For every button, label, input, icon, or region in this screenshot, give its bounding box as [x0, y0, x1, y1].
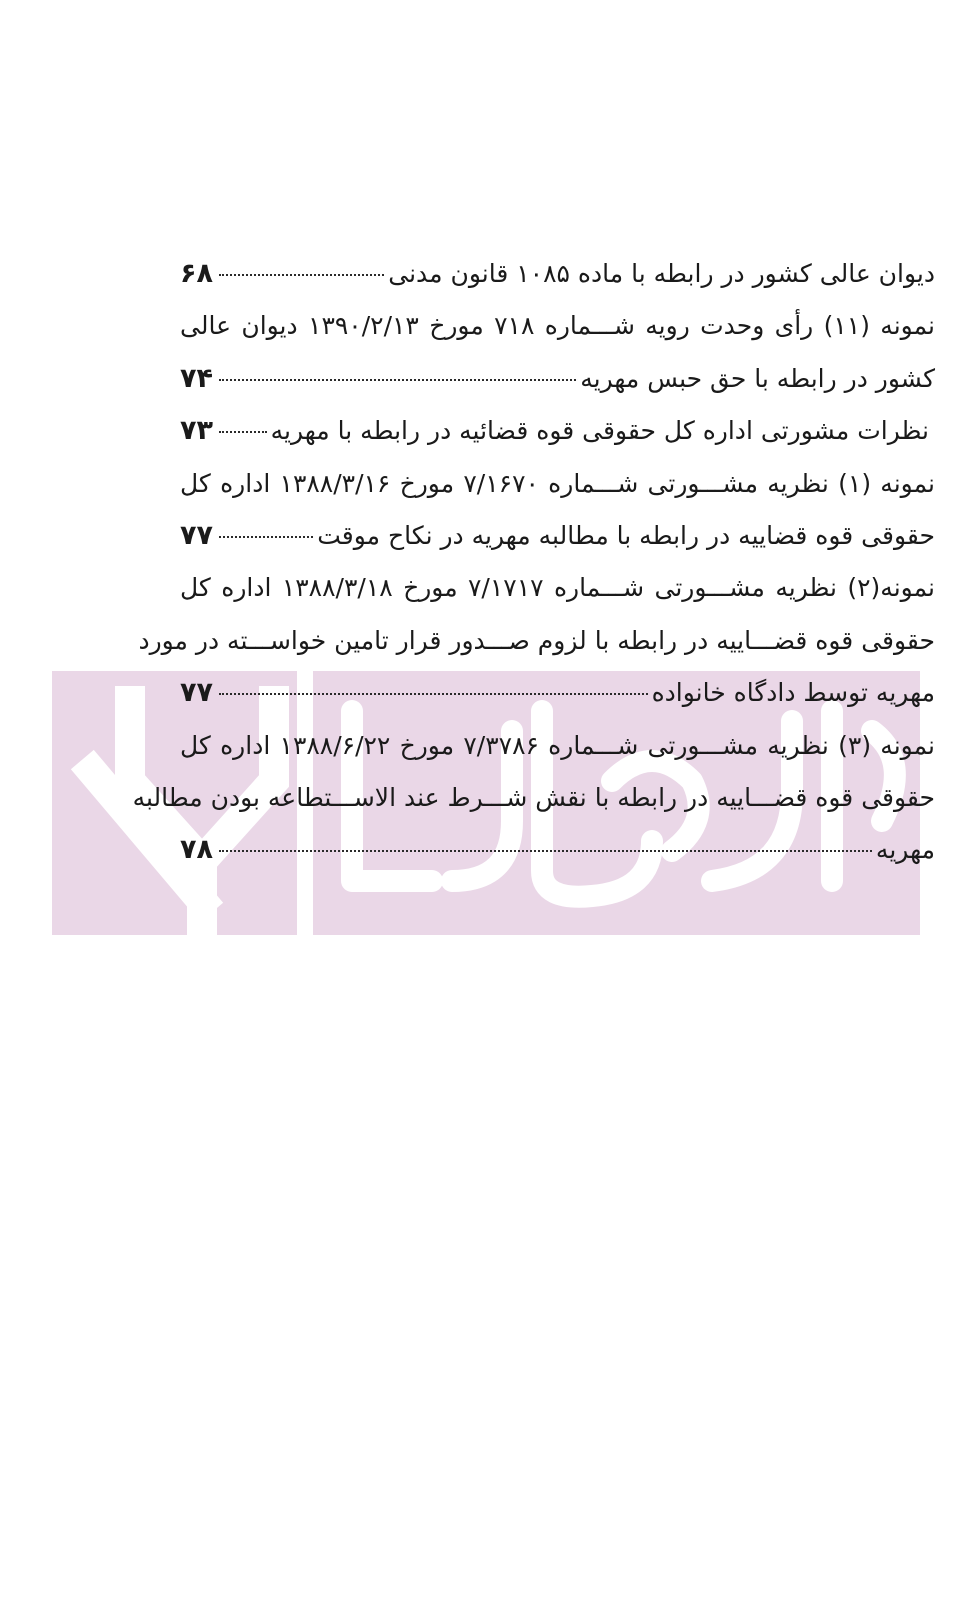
toc-entry-text: کشور در رابطه با حق حبس مهریه [580, 363, 935, 393]
toc-entry-text: نمونه (۱۱) رأی وحدت رویه شـــماره ۷۱۸ مورخ ۱۳۹۰/۲/۱۳ دیوان عالی [180, 311, 935, 341]
toc-line[interactable] [180, 720, 935, 772]
toc-entry-text: مهریه توسط دادگاه خانواده [651, 678, 935, 708]
dot-leader [219, 693, 648, 695]
page-number: ۷۳ [180, 415, 213, 447]
toc-entry-text: حقوقی قوه قضـــاییه در رابطه با لزوم صـــدور قرار تامین خواســـته در مورد [138, 625, 935, 655]
toc-line[interactable] [180, 300, 935, 352]
toc-line[interactable] [180, 458, 935, 510]
toc-entry-text: نمونه(۲) نظریه مشـــورتی شـــماره ۷/۱۷۱۷ مورخ ۱۳۸۸/۳/۱۸ اداره کل [180, 573, 935, 603]
toc-line[interactable] [180, 824, 935, 876]
page-number: ۷۴ [180, 362, 213, 394]
toc-entry-text: نمونه (۱) نظریه مشـــورتی شـــماره ۷/۱۶۷۰ مورخ ۱۳۸۸/۳/۱۶ اداره کل [180, 468, 935, 498]
toc-line[interactable] [180, 405, 935, 457]
dot-leader [219, 850, 872, 852]
toc-line[interactable] [180, 353, 935, 405]
page-number: ۷۷ [180, 519, 213, 551]
dot-leader [219, 379, 576, 381]
toc-line[interactable] [180, 562, 935, 614]
page-number: ۶۸ [180, 258, 213, 289]
dot-leader [219, 536, 313, 538]
page-number: ۷۷ [180, 677, 213, 709]
toc-entry-text: نمونه (۳) نظریه مشـــورتی شـــماره ۷/۳۷۸۶ مورخ ۱۳۸۸/۶/۲۲ اداره کل [180, 730, 935, 760]
toc-entry-text: حقوقی قوه قضاییه در رابطه با مطالبه مهریه در نکاح موقت [317, 520, 935, 550]
toc-section-heading: نظرات مشورتی اداره کل حقوقی قوه قضائیه در رابطه با مهریه [270, 416, 929, 446]
table-of-contents [132, 248, 935, 877]
page-number: ۷۸ [180, 834, 213, 866]
toc-entry-text: دیوان عالی کشور در رابطه با ماده ۱۰۸۵ قانون مدنی [388, 259, 935, 288]
toc-line[interactable] [180, 248, 935, 300]
toc-line[interactable] [180, 510, 935, 562]
toc-entry-text: حقوقی قوه قضـــاییه در رابطه با نقش شـــرط عند الاســـتطاعه بودن مطالبه [132, 782, 935, 812]
toc-line[interactable] [138, 615, 935, 667]
dot-leader [219, 274, 384, 276]
toc-line[interactable] [180, 667, 935, 719]
toc-line[interactable] [132, 772, 935, 824]
toc-entry-text: مهریه [875, 835, 935, 865]
dot-leader [219, 431, 267, 433]
